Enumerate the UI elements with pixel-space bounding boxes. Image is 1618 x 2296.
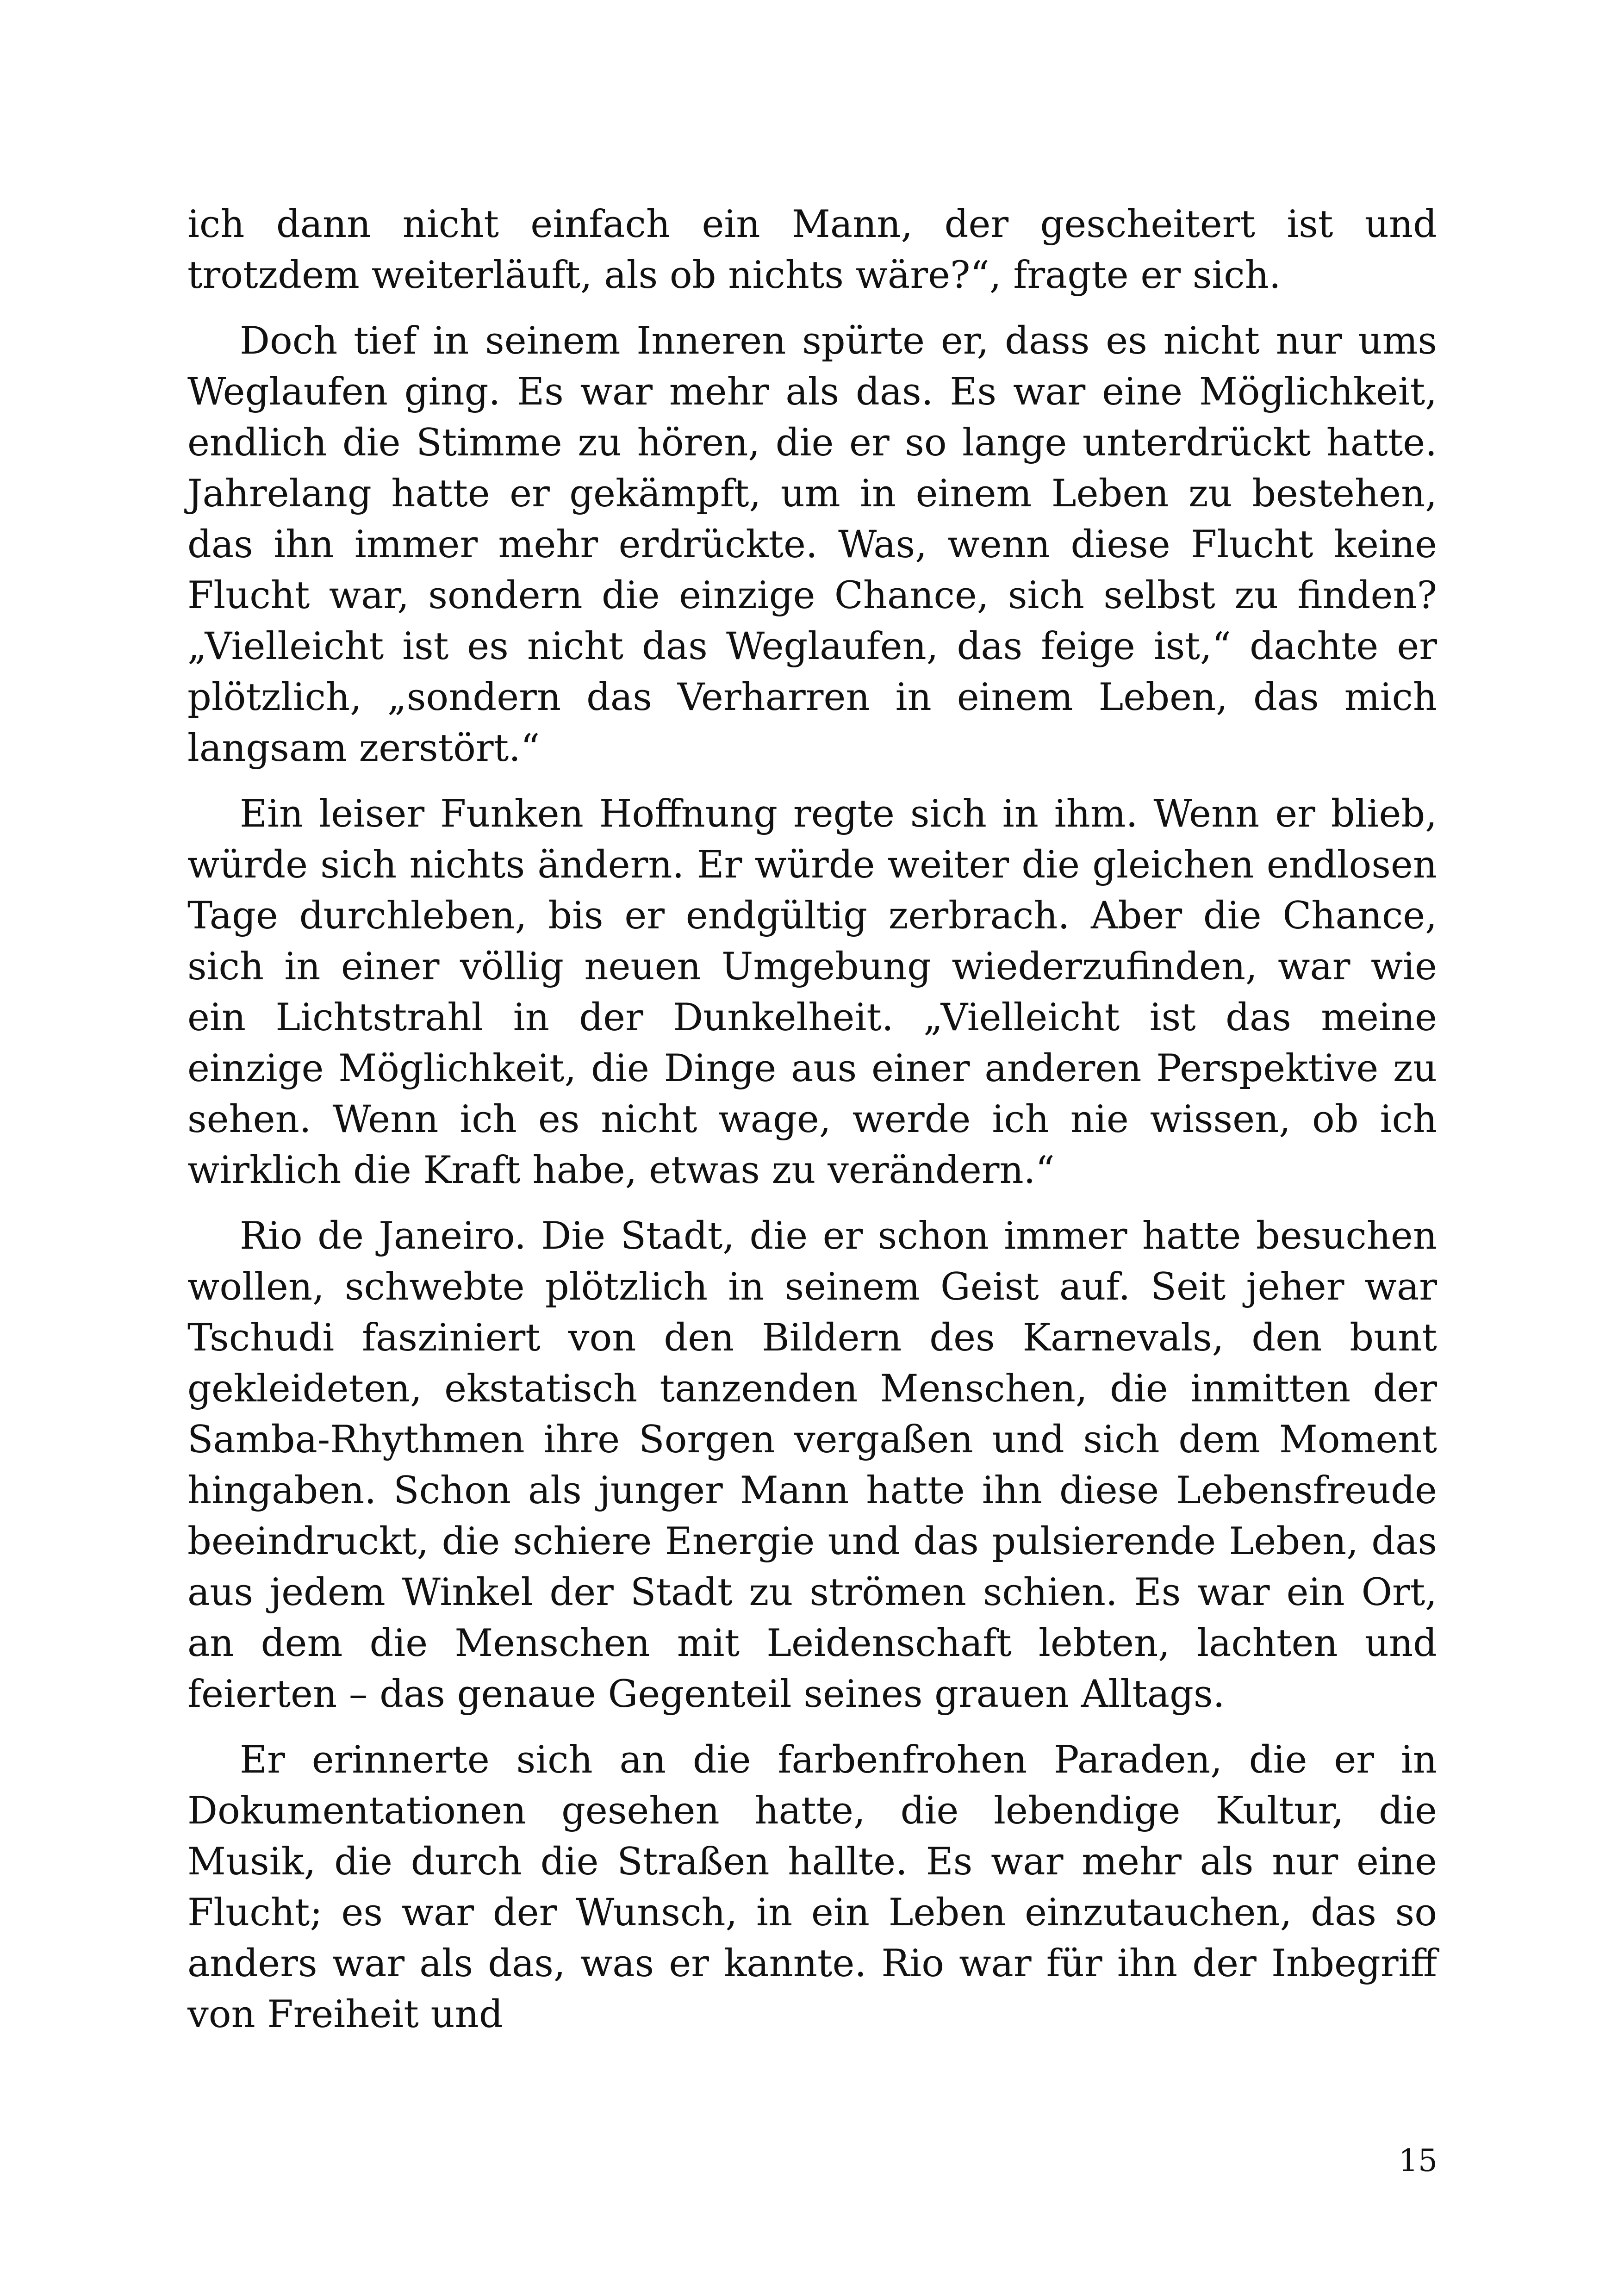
paragraph-1: ich dann nicht einfach ein Mann, der gescheitert ist und trotzdem weiterläuft, als ob nichts wäre?“, fragte er sich. <box>187 203 1437 297</box>
paragraph-5: Er erinnerte sich an die farbenfrohen Paraden, die er in Dokumentationen gesehen hatte, die lebendige Kultur, die Musik, die durch die Straßen hallte. Es war mehr als nur eine Flucht; es war der Wunsch, in ein Leben einzutauchen, das so anders war als das, was er kannte. Rio war für ihn der Inbegriff von Freiheit und <box>187 1738 1437 2036</box>
page-number: 15 <box>1399 2143 1438 2178</box>
paragraph-2: Doch tief in seinem Inneren spürte er, dass es nicht nur ums Weglaufen ging. Es war mehr als das. Es war eine Möglichkeit, endlich die Stimme zu hören, die er so lange unterdrückt hatte. Jahrelang hatte er gekämpft, um in einem Leben zu bestehen, das ihn immer mehr erdrückte. Was, wenn diese Flucht keine Flucht war, sondern die einzige Chance, sich selbst zu finden? „Vielleicht ist es nicht das Weglaufen, das feige ist,“ dachte er plötzlich, „sondern das Verharren in einem Leben, das mich langsam zerstört.“ <box>187 319 1437 770</box>
page-body <box>187 199 1437 2055</box>
paragraph-4: Rio de Janeiro. Die Stadt, die er schon immer hatte besuchen wollen, schwebte plötzlich in seinem Geist auf. Seit jeher war Tschudi fasziniert von den Bildern des Karnevals, den bunt gekleideten, ekstatisch tanzenden Menschen, die inmitten der Samba-Rhythmen ihre Sorgen vergaßen und sich dem Moment hingaben. Schon als junger Mann hatte ihn diese Lebensfreude beeindruckt, die schiere Energie und das pulsierende Leben, das aus jedem Winkel der Stadt zu strömen schien. Es war ein Ort, an dem die Menschen mit Leidenschaft lebten, lachten und feierten – das genaue Gegenteil seines grauen Alltags. <box>187 1214 1437 1716</box>
paragraph-3: Ein leiser Funken Hoffnung regte sich in ihm. Wenn er blieb, würde sich nichts ändern. Er würde weiter die gleichen endlosen Tage durchleben, bis er endgültig zerbrach. Aber die Chance, sich in einer völlig neuen Umgebung wiederzufinden, war wie ein Lichtstrahl in der Dunkelheit. „Vielleicht ist das meine einzige Möglichkeit, die Dinge aus einer anderen Perspektive zu sehen. Wenn ich es nicht wage, werde ich nie wissen, ob ich wirklich die Kraft habe, etwas zu verändern.“ <box>187 792 1437 1192</box>
